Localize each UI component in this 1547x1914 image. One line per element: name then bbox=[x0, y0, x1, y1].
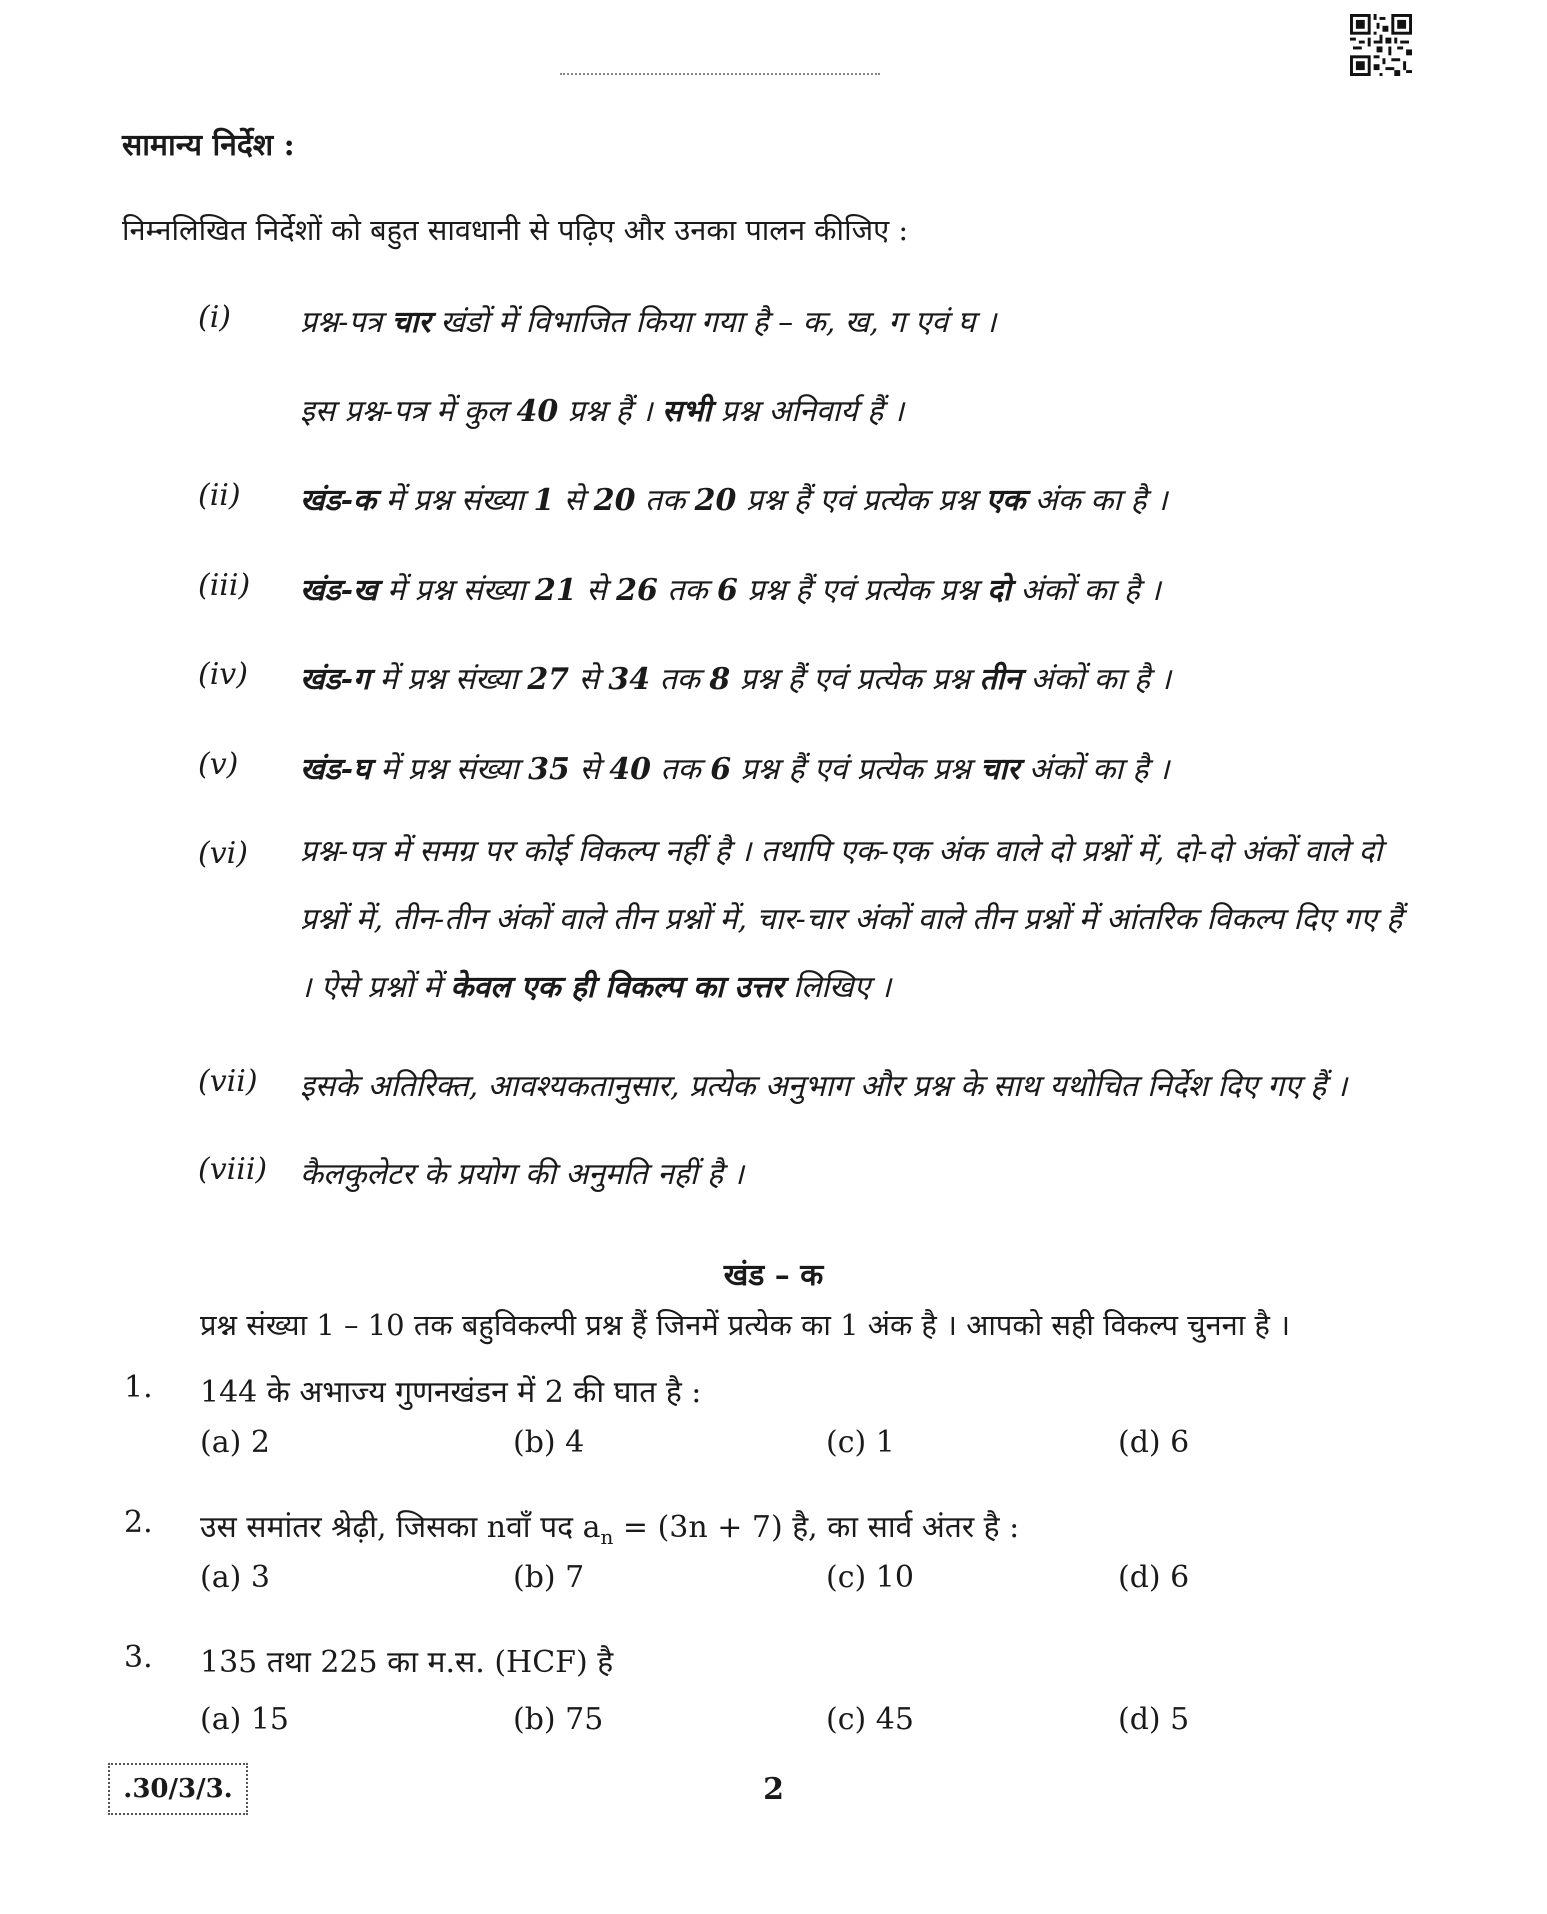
option-c: (c) 1 bbox=[826, 1425, 895, 1460]
top-dotted-rule bbox=[560, 73, 880, 75]
option-c: (c) 10 bbox=[826, 1560, 914, 1595]
instruction-number: (vi) bbox=[198, 836, 248, 871]
instruction-text: प्रश्न-पत्र चार खंडों में विभाजित किया गया है – क, ख, ग एवं घ । bbox=[300, 305, 997, 340]
question-number: 2. bbox=[124, 1505, 153, 1540]
instruction-number: (vii) bbox=[198, 1064, 258, 1099]
option-b: (b) 75 bbox=[513, 1702, 604, 1737]
option-d: (d) 6 bbox=[1118, 1560, 1190, 1595]
instruction-number: (iv) bbox=[198, 657, 248, 692]
option-a: (a) 15 bbox=[200, 1702, 290, 1737]
instruction-number: (v) bbox=[198, 747, 239, 782]
instruction-number: (ii) bbox=[198, 478, 241, 513]
instruction-text: खंड-ख में प्रश्न संख्या 21 से 26 तक 6 प्रश्न हैं एवं प्रत्येक प्रश्न दो अंकों का है । bbox=[300, 573, 1161, 608]
question-text: 144 के अभाज्य गुणनखंडन में 2 की घात है : bbox=[200, 1375, 702, 1410]
instruction-text: कैलकुलेटर के प्रयोग की अनुमति नहीं है । bbox=[300, 1157, 744, 1192]
instruction-number: (iii) bbox=[198, 568, 251, 603]
option-a: (a) 2 bbox=[200, 1425, 270, 1460]
page-number: 2 bbox=[763, 1772, 784, 1807]
instruction-text: खंड-क में प्रश्न संख्या 1 से 20 तक 20 प्रश्न हैं एवं प्रत्येक प्रश्न एक अंक का है । bbox=[300, 483, 1168, 518]
question-text: 135 तथा 225 का म.स. (HCF) है bbox=[200, 1645, 614, 1680]
section-heading: खंड – क bbox=[723, 1258, 824, 1293]
paper-code-box: .30/3/3. bbox=[108, 1763, 248, 1815]
option-c: (c) 45 bbox=[826, 1702, 914, 1737]
instruction-text: खंड-ग में प्रश्न संख्या 27 से 34 तक 8 प्रश्न हैं एवं प्रत्येक प्रश्न तीन अंकों का है । bbox=[300, 662, 1171, 697]
general-instructions-heading: सामान्य निर्देश : bbox=[122, 128, 295, 163]
question-text: उस समांतर श्रेढ़ी, जिसका nवाँ पद $a_n = (3n + 7)$ है, का सार्व अंतर है : bbox=[200, 1510, 1020, 1549]
instruction-text: इस प्रश्न-पत्र में कुल 40 प्रश्न हैं । सभी प्रश्न अनिवार्य हैं । bbox=[300, 394, 905, 429]
instruction-text: इसके अतिरिक्त, आवश्यकतानुसार, प्रत्येक अनुभाग और प्रश्न के साथ यथोचित निर्देश दिए गए हैं । bbox=[300, 1069, 1348, 1104]
section-note: प्रश्न संख्या 1 – 10 तक बहुविकल्पी प्रश्न हैं जिनमें प्रत्येक का 1 अंक है । आपको सही विकल्प चुनना है । bbox=[200, 1308, 1291, 1342]
instruction-text: खंड-घ में प्रश्न संख्या 35 से 40 तक 6 प्रश्न हैं एवं प्रत्येक प्रश्न चार अंकों का है । bbox=[300, 752, 1170, 787]
question-number: 3. bbox=[124, 1640, 153, 1675]
question-number: 1. bbox=[124, 1370, 153, 1405]
instruction-text: प्रश्न-पत्र में समग्र पर कोई विकल्प नहीं है । तथापि एक-एक अंक वाले दो प्रश्नों में, दो-दो अंकों वाले दो प्रश्नों में, तीन-तीन अंकों वाले तीन प्रश्नों में, चार-चार अंकों वाले तीन प्रश्नों में आंतरिक विकल्प दिए गए हैं । ऐसे प्रश्नों में केवल एक ही विकल्प का उत्तर लिखिए । bbox=[300, 834, 1403, 1005]
option-d: (d) 6 bbox=[1118, 1425, 1190, 1460]
option-b: (b) 7 bbox=[513, 1560, 585, 1595]
option-a: (a) 3 bbox=[200, 1560, 270, 1595]
general-instructions-intro: निम्नलिखित निर्देशों को बहुत सावधानी से पढ़िए और उनका पालन कीजिए : bbox=[122, 213, 909, 247]
instruction-number: (viii) bbox=[198, 1152, 268, 1187]
qr-code-icon bbox=[1350, 14, 1412, 76]
option-b: (b) 4 bbox=[513, 1425, 585, 1460]
option-d: (d) 5 bbox=[1118, 1702, 1190, 1737]
instruction-number: (i) bbox=[198, 300, 232, 335]
